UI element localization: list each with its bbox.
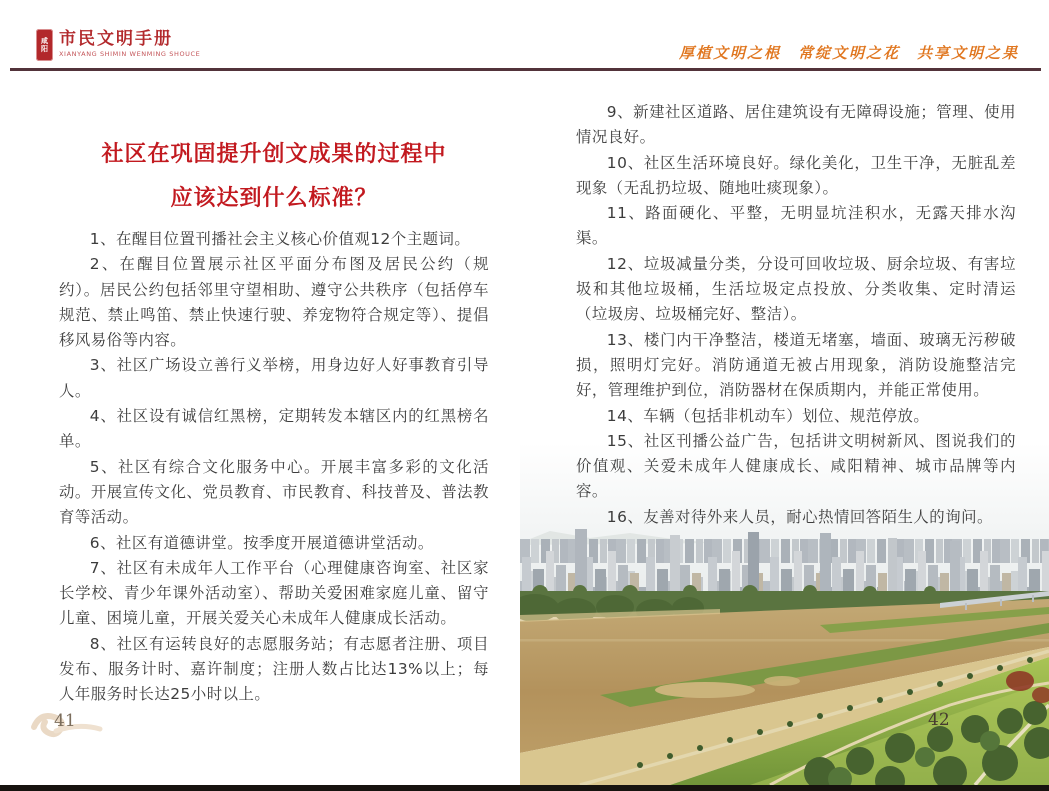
brand-title: 市民文明手册 <box>59 29 173 49</box>
header-slogan: 厚植文明之根 常绽文明之花 共享文明之果 <box>678 44 1019 62</box>
page-number-right: 42 <box>928 710 950 730</box>
seal-text: 咸阳 <box>40 37 49 53</box>
brand-seal-icon <box>36 29 53 61</box>
list-item: 14、车辆（包括非机动车）划位、规范停放。 <box>606 406 930 425</box>
list-item: 9、新建社区道路、居住建筑设有无障碍设施；管理、使用情况良好。 <box>576 103 1016 147</box>
list-item: 3、社区广场设立善行义举榜，用身边好人好事教育引导人。 <box>59 356 489 400</box>
page-number-left <box>28 703 118 743</box>
list-item: 12、垃圾减量分类，分设可回收垃圾、厨余垃圾、有害垃圾和其他垃圾桶，生活垃圾定点投放、分类收集、定时清运（垃圾房、垃圾桶完好、整洁）。 <box>576 254 1016 324</box>
list-item: 7、社区有未成年人工作平台（心理健康咨询室、社区家长学校、青少年课外活动室）、帮助关爱困难家庭儿童、留守儿童、困境儿童，开展关爱关心未成年人健康成长活动。 <box>59 558 489 628</box>
list-item: 10、社区生活环境良好。绿化美化，卫生干净，无脏乱差现象（无乱扔垃圾、随地吐痰现象）。 <box>576 153 1016 197</box>
page-title <box>59 133 489 221</box>
page-title-line2: 应该达到什么标准？ <box>170 186 378 211</box>
brand <box>36 29 200 61</box>
list-item: 11、路面硬化、平整，无明显坑洼积水，无露天排水沟渠。 <box>576 204 1016 248</box>
page-title-line1: 社区在巩固提升创文成果的过程中 <box>101 142 447 167</box>
list-item: 6、社区有道德讲堂。按季度开展道德讲堂活动。 <box>89 533 434 552</box>
header-rule <box>10 68 1041 71</box>
brand-subtitle: XIANYANG SHIMIN WENMING SHOUCE <box>59 50 201 58</box>
brand-text <box>59 29 200 58</box>
list-item: 16、友善对待外来人员，耐心热情回答陌生人的询问。 <box>606 507 993 526</box>
list-item: 1、在醒目位置刊播社会主义核心价值观12个主题词。 <box>89 230 471 248</box>
list-item: 15、社区刊播公益广告，包括讲文明树新风、图说我们的价值观、关爱未成年人健康成长、咸阳精神、城市品牌等内容。 <box>576 431 1016 501</box>
page-number-left-value: 41 <box>54 711 76 731</box>
list-item: 8、社区有运转良好的志愿服务站；有志愿者注册、项目发布、服务计时、嘉许制度；注册人数占比达13%以上；每人年服务时长达25小时以上。 <box>59 634 489 704</box>
list-item: 4、社区设有诚信红黑榜，定期转发本辖区内的红黑榜名单。 <box>59 407 489 451</box>
left-page-body <box>59 227 489 708</box>
list-item: 5、社区有综合文化服务中心。开展丰富多彩的文化活动。开展宣传文化、党员教育、市民教育、科技普及、普法教育等活动。 <box>59 457 489 527</box>
bottom-edge-bar <box>0 785 1049 791</box>
list-item: 2、在醒目位置展示社区平面分布图及居民公约（规约）。居民公约包括邻里守望相助、遵守公共秩序（包括停车规范、禁止鸣笛、禁止快速行驶、养宠物符合规定等）、提倡移风易俗等内容。 <box>59 255 489 350</box>
list-item: 13、楼门内干净整洁，楼道无堵塞，墙面、玻璃无污秽破损，照明灯完好。消防通道无被占用现象，消防设施整洁完好，管理维护到位，消防器材在保质期内，并能正常使用。 <box>576 330 1016 400</box>
right-page-body <box>576 100 1016 530</box>
